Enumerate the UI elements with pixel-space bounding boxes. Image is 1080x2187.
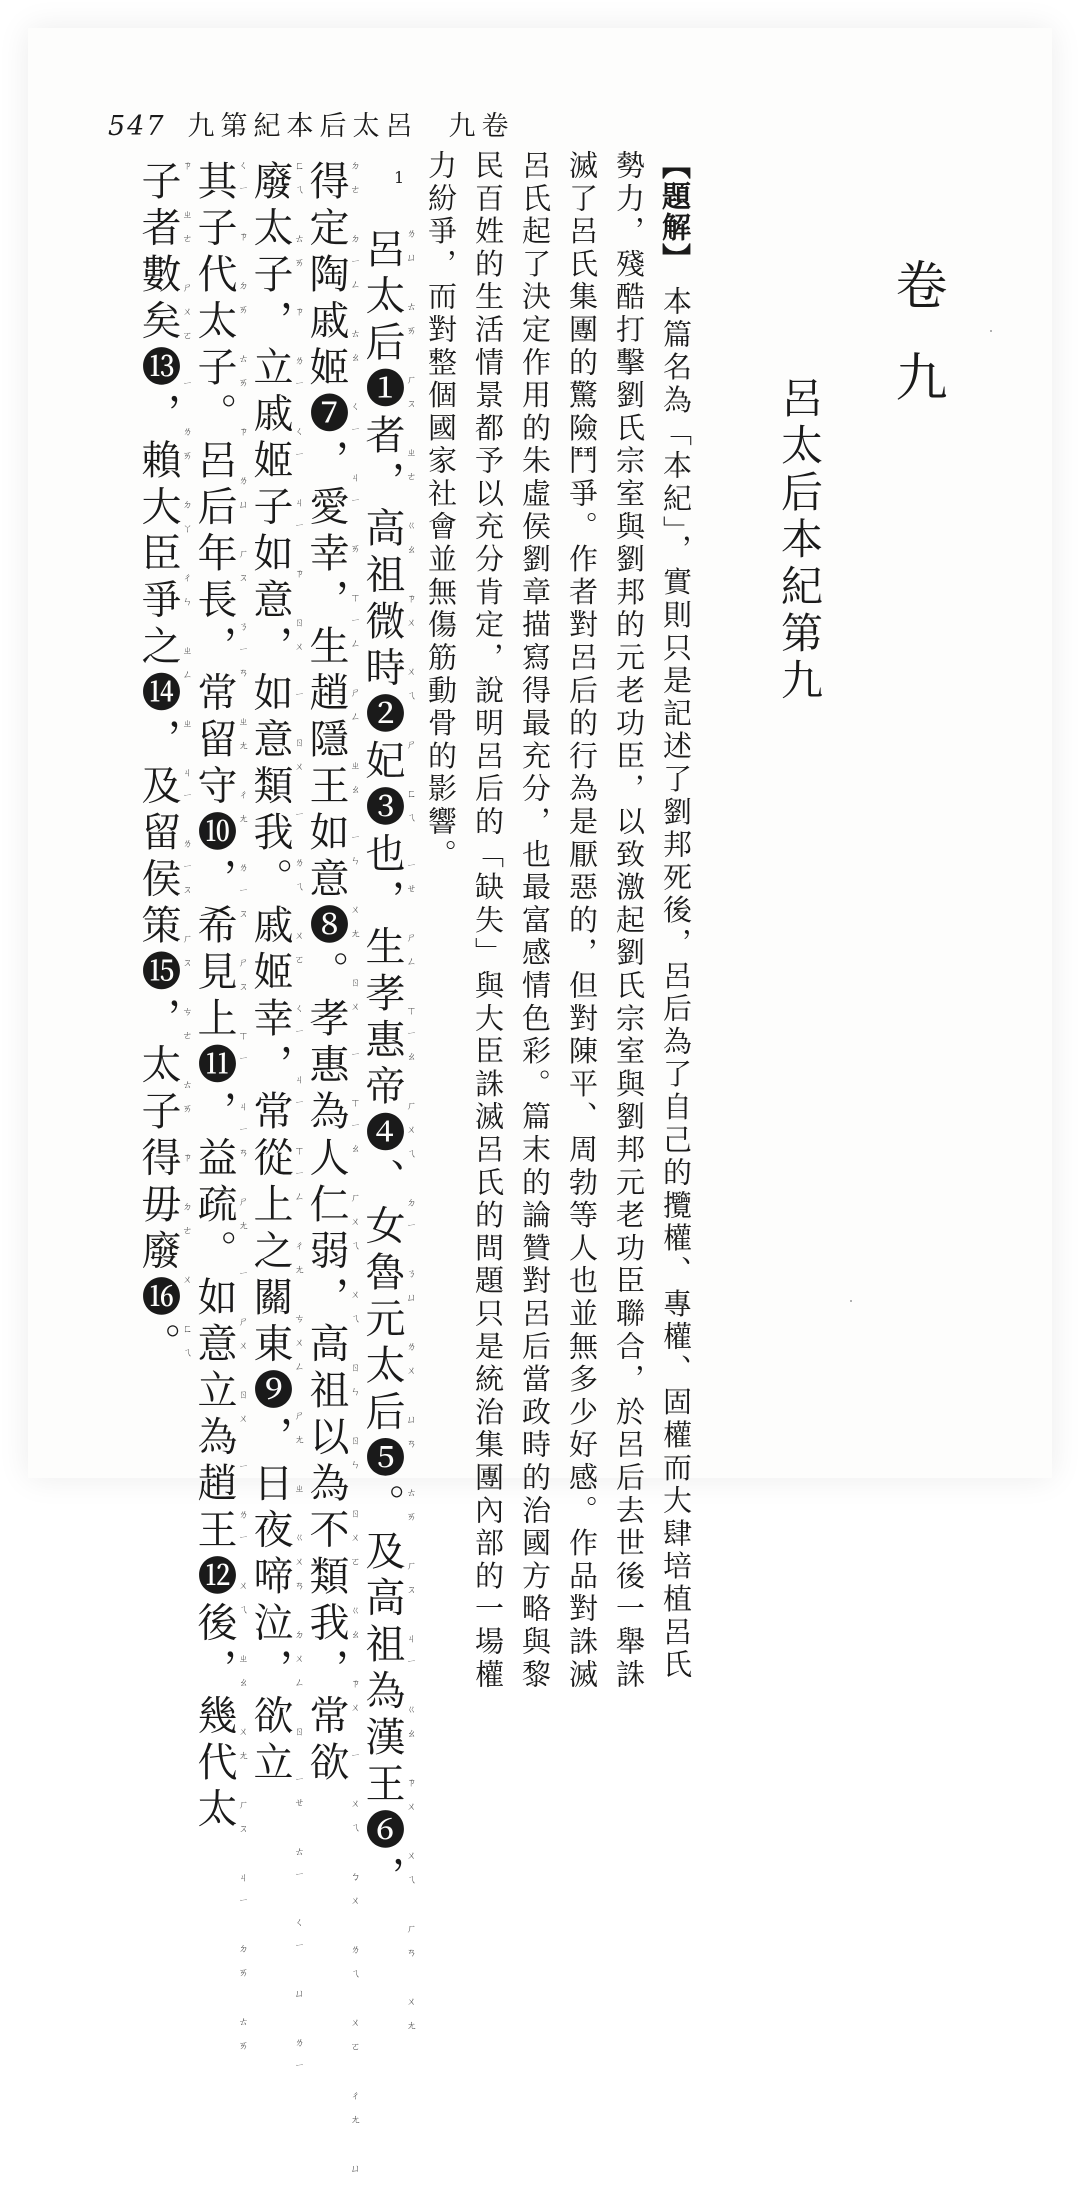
chapter-title: 呂太后本紀第九: [775, 376, 824, 705]
main-text-column: 廢太子，立戚姬子如意，如意類我。戚姬幸，常從上之關東❾，日夜啼泣，欲立: [247, 160, 293, 1788]
intro-column: 滅了呂氏集團的驚險鬥爭。作者對呂后的行為是厭惡的，但對陳平、周勃等人也並無多少好感。作品對誅滅: [565, 150, 599, 1692]
scan-dust-mark: [850, 1300, 852, 1302]
volume-heading: 卷九: [886, 258, 946, 442]
intro-column: 民百姓的生活情景都予以充分肯定，說明呂后的「缺失」與大臣誅滅呂氏的問題只是統治集團內部的一場權: [471, 150, 505, 1692]
phonetic-guide: ㄉㄜ ㄉㄧㄥ ㄊㄠ ㄑㄧ ㄐㄧ ㄞ ㄒㄧㄥ ㄕㄥ ㄓㄠ ㄧㄣ ㄨㄤ ㄖㄨ ㄧ ㄒㄧㄠ ㄏㄨㄟ ㄨㄟ ㄖㄣ ㄖㄣ ㄖㄨㄛ ㄍㄠ ㄗㄨ ㄧ ㄨㄟ ㄅㄨ ㄌㄟ ㄨㄛ ㄔㄤ ㄩ: [348, 160, 359, 2187]
phonetic-guide: ㄈㄟ ㄊㄞ ㄗ ㄌㄧ ㄑㄧ ㄐㄧ ㄗ ㄖㄨ ㄧ ㄖㄨ ㄧ ㄌㄟ ㄨㄛ ㄑㄧ ㄐㄧ ㄒㄧㄥ ㄔㄤ ㄘㄨㄥ ㄕㄤ ㄓ ㄍㄨㄢ ㄉㄨㄥ ㄖ ㄧㄝ ㄊㄧ ㄑㄧ ㄩ ㄌㄧ: [292, 160, 303, 2083]
main-text-column: 呂太后❶者，高祖微時❷妃❸也，生孝惠帝❹、女魯元太后❺。及高祖為漢王❻，: [359, 228, 405, 1902]
phonetic-guide: ㄌㄩ ㄊㄞ ㄏㄡ ㄓㄜ ㄍㄠ ㄗㄨ ㄨㄟ ㄕ ㄈㄟ ㄧㄝ ㄕㄥ ㄒㄧㄠ ㄏㄨㄟ ㄉㄧ ㄋㄩ ㄌㄨ ㄩㄢ ㄊㄞ ㄏㄡ ㄐㄧ ㄍㄠ ㄗㄨ ㄨㄟ ㄏㄢ ㄨㄤ: [404, 228, 415, 2044]
intro-label: 【題解】: [658, 150, 692, 274]
intro-column: 勢力，殘酷打擊劉氏宗室與劉邦的元老功臣，以致激起劉氏宗室與劉邦元老功臣聯合，於呂后去世後一舉誅: [612, 150, 646, 1692]
intro-column: 力紛爭，而對整個國家社會並無傷筋動骨的影響。: [424, 150, 458, 872]
phonetic-guide: ㄑㄧ ㄗ ㄉㄞ ㄊㄞ ㄗ ㄌㄩ ㄏㄡ ㄋㄧㄢ ㄓㄤ ㄔㄤ ㄌㄧㄡ ㄕㄡ ㄒㄧ ㄐㄧㄢ ㄕㄤ ㄧ ㄕㄨ ㄖㄨ ㄧ ㄌㄧ ㄨㄟ ㄓㄠ ㄨㄤ ㄏㄡ ㄐㄧ ㄉㄞ ㄊㄞ: [236, 160, 247, 2064]
intro-column: 本篇名為「本紀」，實則只是記述了劉邦死後，呂后為了自己的攬權、專權、固權而大肆培植呂氏: [659, 286, 693, 1682]
intro-column: 呂氏起了決定作用的朱虛侯劉章描寫得最充分，也最富感情色彩。篇末的論贊對呂后當政時的治國方略與黎: [518, 150, 552, 1692]
main-text-column: 其子代太子。呂后年長，常留守❿，希見上⓫，益疏。如意立為趙王⓬後，幾代太: [191, 160, 237, 1834]
volume-tag: 九卷: [448, 111, 515, 142]
main-text-column: 得定陶戚姬❼，愛幸，生趙隱王如意❽。孝惠為人仁弱，高祖以為不類我，常欲: [303, 160, 349, 1788]
phonetic-guide: ㄗ ㄓㄜ ㄕㄨㄛ ㄧ ㄌㄞ ㄉㄚ ㄔㄣ ㄓㄥ ㄓ ㄐㄧ ㄌㄧㄡ ㄏㄡ ㄘㄜ ㄊㄞ ㄗ ㄉㄜ ㄨ ㄈㄟ: [180, 160, 191, 1371]
page-header: [108, 104, 515, 143]
page-number: 547: [108, 111, 166, 142]
running-title: 九第紀本后太呂: [187, 111, 419, 142]
paragraph-number: 1: [394, 168, 405, 187]
main-text-column: 子者數矣⓭，賴大臣爭之⓮，及留侯策⓯，太子得毋廢⓰。: [135, 160, 181, 1369]
scan-dust-mark: [990, 330, 992, 332]
